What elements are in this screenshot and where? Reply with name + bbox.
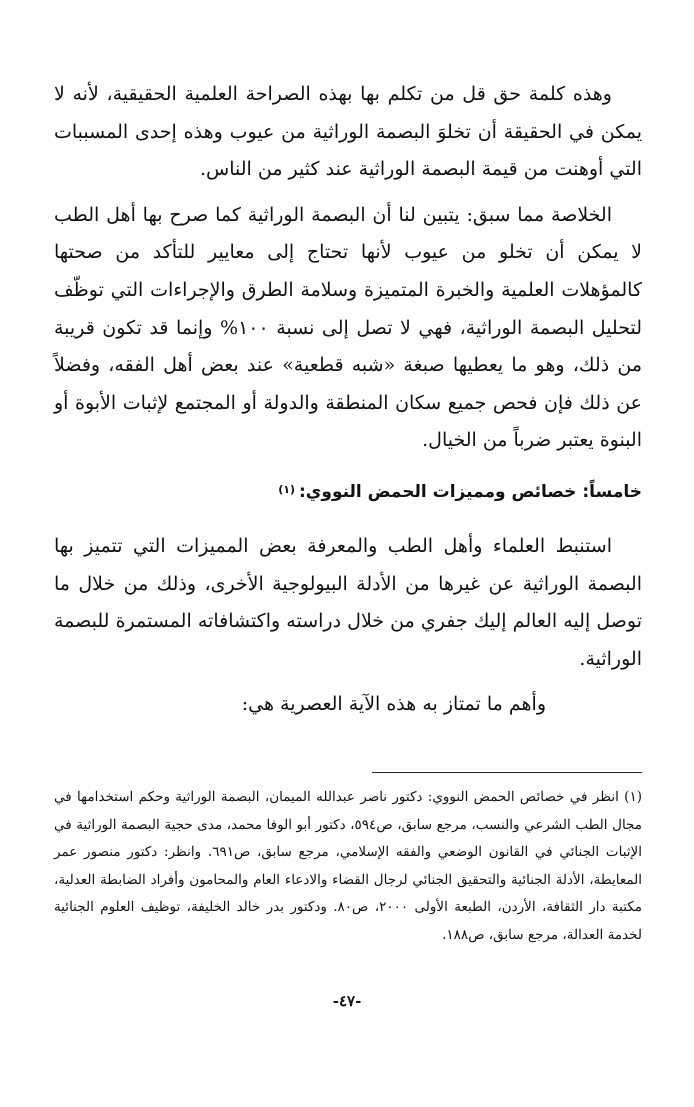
paragraph-3: استنبط العلماء وأهل الطب والمعرفة بعض المميزات التي تتميز بها البصمة الوراثية عن غيرها من الأدلة البيولوجية الأخرى، وذلك من خلال ما توصل إليه العالم إليك جفري من خلال دراسته واكتشافاته المستمرة للبصمة الوراثية. [54,534,643,670]
footnote-separator [372,772,642,773]
footnote: (١) انظر في خصائص الحمض النووي: دكتور ناصر عبدالله الميمان، البصمة الوراثية وحكم استخدامها في مجال الطب الشرعي والنسب، مرجع سابق، ص٥٩٤، دكتور أبو الوفا محمد، مدى حجية البصمة الوراثية في الإثبات الجنائي في القانون الوضعي والفقه الإسلامي، مرجع سابق، ص٦٩١. وانظر: دكتور منصور عمر المعايطة، الأدلة الجنائية والتحقيق الجنائي لرجال القضاء والادعاء العام والمحامون وأفراد الضابطة العدلية، مكتبة دار الثقافة، الأردن، الطبعة الأولى ٢٠٠٠، ص٨٠. ودكتور بدر خالد الخليفة، توظيف العلوم الجنائية لخدمة العدالة، مرجع سابق، ص١٨٨. [54,789,642,943]
section-heading [54,472,642,514]
paragraph-1: وهذه كلمة حق قل من تكلم بها بهذه الصراحة العلمية الحقيقية، لأنه لا يمكن في الحقيقة أن تخلوَ البصمة الوراثية من عيوب وهذه إحدى المسببات التي أوهنت من قيمة البصمة الوراثية عند كثير من الناس. [54,83,642,181]
paragraph-4: وأهم ما تمتاز به هذه الآية العصرية هي: [241,693,546,716]
page-number: -٤٧- [332,992,362,1010]
main-text [54,76,642,724]
paragraph-2-summary: الخلاصة مما سبق: يتبين لنا أن البصمة الوراثية كما صرح بها أهل الطب لا يمكن أن تخلو من عيوب لأنها تحتاج إلى معايير للتأكد من صحتها كالمؤهلات العلمية والخبرة المتميزة وسلامة الطرق والإجراءات التي توظّف لتحليل البصمة الوراثية، فهي لا تصل إلى نسبة ١٠٠% وإنما قد تكون قريبة من ذلك، وهو ما يعطيها صبغة «شبه قطعية» عند بعض أهل الفقه، وفضلاً عن ذلك فإن فحص جميع سكان المنطقة والدولة أو المجتمع لإثبات الأبوة أو البنوة يعتبر ضرباً من الخيال. [54,203,643,452]
footnote-marker: (١) [278,482,295,496]
section-heading-text: خامساً: خصائص ومميزات الحمض النووي: [299,481,642,502]
